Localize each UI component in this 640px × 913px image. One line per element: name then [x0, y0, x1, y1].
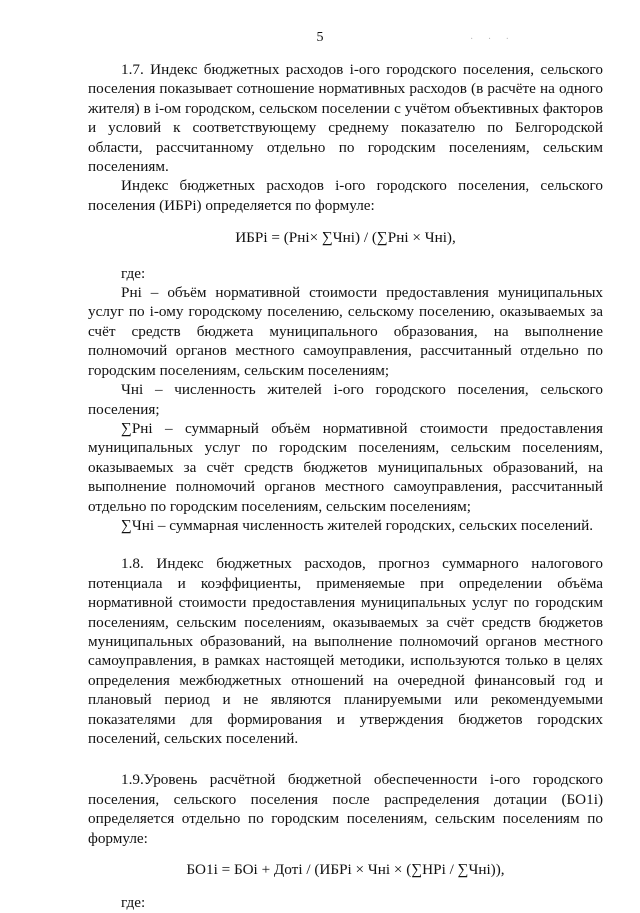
- scan-artifact: · · ·: [470, 34, 515, 45]
- definition-rni: Рнi – объём нормативной стоимости предоставления муниципальных услуг по i-ому городскому поселению, сельскому поселению, оказываемых за счёт средств бюджета муниципального образования, на выполнение полномочий органов местного самоуправления, рассчитанный отдельно по городским поселениям, сельским поселениям;: [88, 284, 603, 379]
- formula-bo1: БО1i = БОi + Дотi / (ИБРi × Чнi × (∑НРi / ∑Чнi)),: [186, 861, 505, 879]
- section-1-8-paragraph: 1.8. Индекс бюджетных расходов, прогноз суммарного налогового потенциала и коэффициенты, применяемые при определении объёма нормативной стоимости предоставления муниципальных услуг по городским поселениям, сельским поселениям, оказываемых за счёт средств бюджетов муниципальных образований, на выполнение полномочий органов местного самоуправления, в рамках настоящей методики, используются только в целях определения межбюджетных отношений на очередной финансовый год и плановый период и не являются планируемыми или рекомендуемыми показателями для формирования и утверждения бюджетов городских поселений, сельских поселений.: [88, 555, 603, 747]
- where-label: где:: [121, 264, 146, 282]
- page-number: 5: [316, 30, 324, 45]
- section-1-9-paragraph: 1.9.Уровень расчётной бюджетной обеспеченности i-ого городского поселения, сельского поселения после распределения дотации (БО1i) определяется отдельно по городским поселениям, сельским поселениям по формуле:: [88, 771, 603, 847]
- section-1-7-paragraph: 1.7. Индекс бюджетных расходов i-ого городского поселения, сельского поселения показывает сотношение нормативных расходов (в расчёте на одного жителя) в i-ом городском, сельском поселении с учётом объективных факторов и условий к соответствующему среднему показателю по Белгородской области, рассчитанному отдельно по городским поселениям, сельским поселениям.: [88, 61, 603, 176]
- definition-chni: Чнi – численность жителей i-ого городского поселения, сельского поселения;: [88, 381, 603, 418]
- section-1-7-formula-intro: Индекс бюджетных расходов i-ого городского поселения, сельского поселения (ИБРi) определяется по формуле:: [88, 177, 603, 214]
- formula-ibr: ИБРi = (Рнi× ∑Чнi) / (∑Рнi × Чнi),: [235, 229, 456, 247]
- definition-sum-rni: ∑Рнi – суммарный объём нормативной стоимости предоставления муниципальных услуг по городским поселениям, сельским поселениям, оказываемых за счёт средств бюджетов муниципальных образований, на выполнение полномочий органов местного самоуправления, рассчитанный отдельно по городским поселениям, сельским поселениям;: [88, 419, 603, 515]
- definition-sum-chni: ∑Чнi – суммарная численность жителей городских, сельских поселений.: [121, 516, 594, 534]
- document-body: [88, 60, 603, 913]
- where-label-2: где:: [121, 894, 146, 912]
